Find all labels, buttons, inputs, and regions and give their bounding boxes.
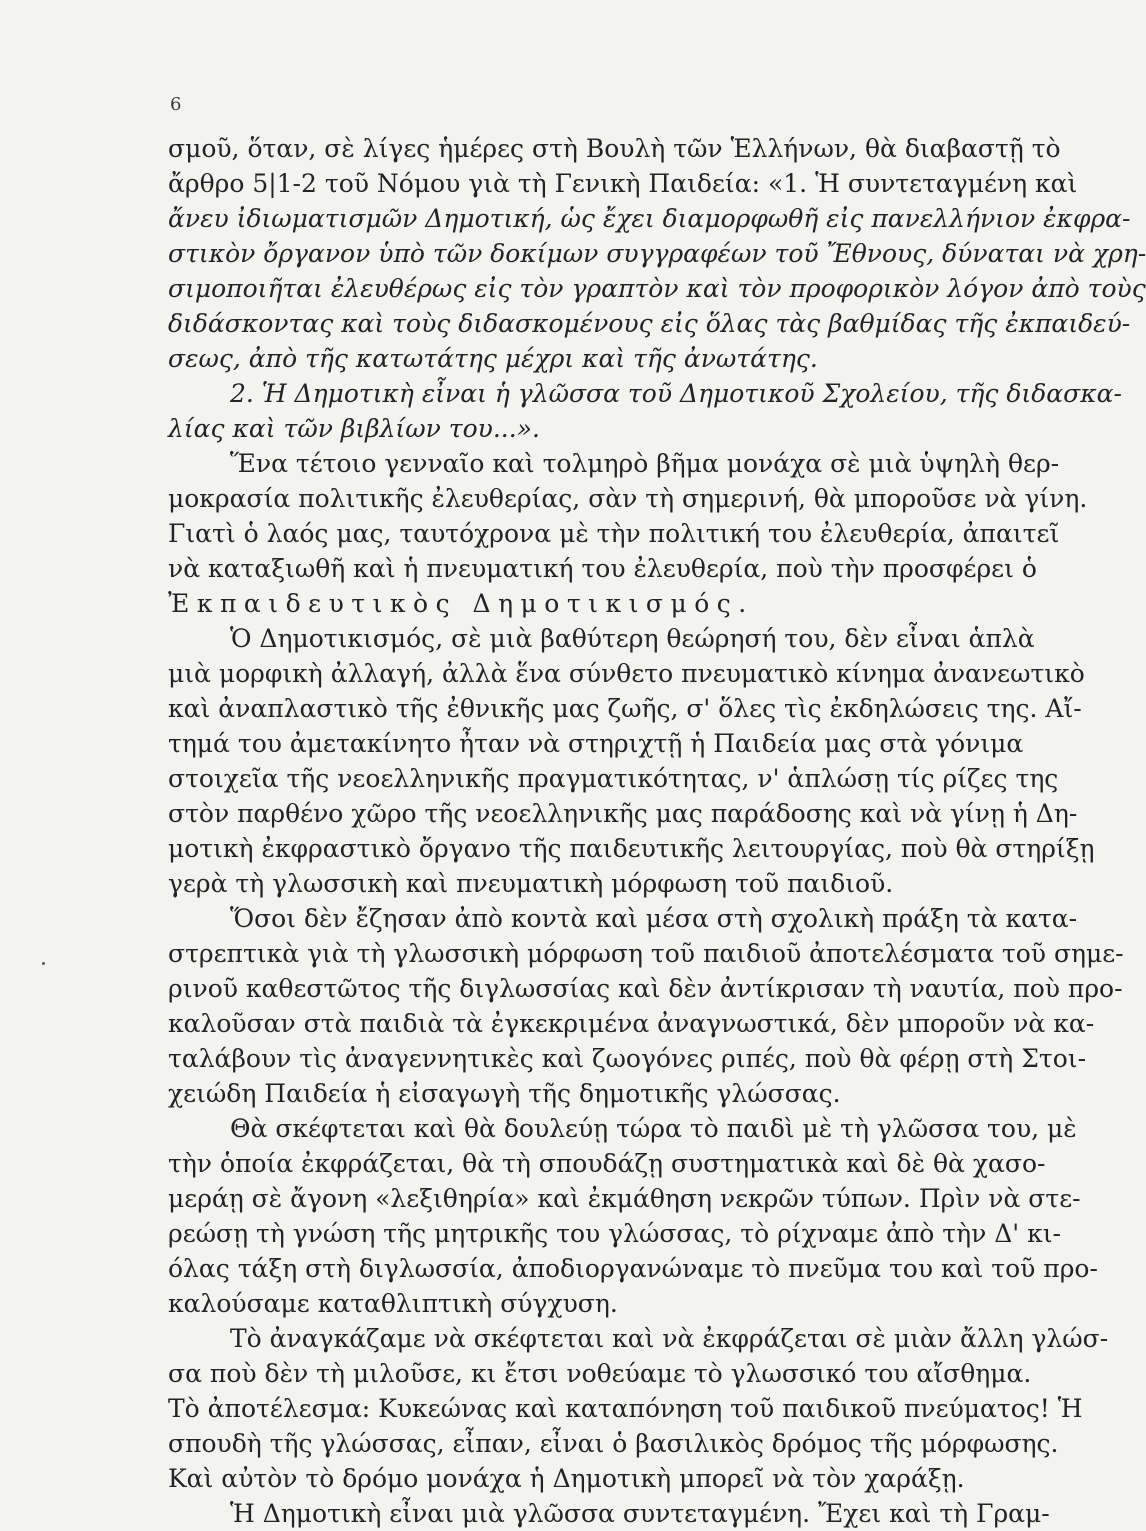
text-line: λίας καὶ τῶν βιβλίων του...». bbox=[168, 414, 540, 443]
text-line: ρινοῦ καθεστῶτος τῆς διγλωσσίας καὶ δὲν ἀντίκρισαν τὴ ναυτία, ποὺ προ- bbox=[168, 974, 1123, 1003]
text-line: μιὰ μορφικὴ ἀλλαγή, ἀλλὰ ἕνα σύνθετο πνευματικὸ κίνημα ἀνανεωτικὸ bbox=[168, 659, 1085, 688]
text-line: σιμοποιῆται ἐλευθέρως εἰς τὸν γραπτὸν καὶ τὸν προφορικὸν λόγον ἀπὸ τοὺς bbox=[168, 274, 1146, 303]
text-line: στὸν παρθένο χῶρο τῆς νεοελληνικῆς μας παράδοσης καὶ νὰ γίνῃ ἡ Δη- bbox=[168, 799, 1078, 828]
text-line: καλούσαμε καταθλιπτικὴ σύγχυση. bbox=[168, 1289, 618, 1318]
text-line: όλας τάξη στὴ διγλωσσία, ἀποδιοργανώναμε τὸ πνεῦμα του καὶ τοῦ προ- bbox=[168, 1254, 1098, 1283]
body-text bbox=[168, 131, 1146, 1531]
text-line: Θὰ σκέφτεται καὶ θὰ δουλεύῃ τώρα τὸ παιδὶ μὲ τὴ γλῶσσα του, μὲ bbox=[230, 1114, 1077, 1143]
text-line: ἄνευ ἰδιωματισμῶν Δημοτική, ὡς ἔχει διαμορφωθῆ εἰς πανελλήνιον ἐκφρα- bbox=[168, 204, 1131, 233]
page-number: 6 bbox=[170, 94, 182, 115]
text-line: Ὁ Δημοτικισμός, σὲ μιὰ βαθύτερη θεώρησή του, δὲν εἶναι ἁπλὰ bbox=[230, 624, 1035, 653]
text-line: σα ποὺ δὲν τὴ μιλοῦσε, κι ἔτσι νοθεύαμε τὸ γλωσσικό του αἴσθημα. bbox=[168, 1359, 1032, 1388]
text-line: σεως, ἀπὸ τῆς κατωτάτης μέχρι καὶ τῆς ἀνωτάτης. bbox=[168, 344, 818, 373]
text-line: γερὰ τὴ γλωσσικὴ καὶ πνευματικὴ μόρφωση τοῦ παιδιοῦ. bbox=[168, 869, 894, 898]
text-line: σμοῦ, ὅταν, σὲ λίγες ἡμέρες στὴ Βουλὴ τῶν Ἑλλήνων, θὰ διαβαστῇ τὸ bbox=[168, 134, 1061, 163]
text-line: τὴν ὁποία ἐκφράζεται, θὰ τὴ σπουδάζῃ συστηματικὰ καὶ δὲ θὰ χασο- bbox=[168, 1149, 1046, 1178]
text-line: Ἕνα τέτοιο γενναῖο καὶ τολμηρὸ βῆμα μονάχα σὲ μιὰ ὑψηλὴ θερ- bbox=[230, 449, 1060, 478]
text-line: ἄρθρο 5|1-2 τοῦ Νόμου γιὰ τὴ Γενικὴ Παιδεία: «1. Ἡ συντεταγμένη καὶ bbox=[168, 169, 1078, 198]
text-line: καὶ ἀναπλαστικὸ τῆς ἐθνικῆς μας ζωῆς, σ' ὅλες τὶς ἐκδηλώσεις της. Αἴ- bbox=[168, 694, 1082, 723]
text-line: Τὸ ἀναγκάζαμε νὰ σκέφτεται καὶ νὰ ἐκφράζεται σὲ μιὰν ἄλλη γλώσ- bbox=[230, 1324, 1109, 1353]
text-line: καλοῦσαν στὰ παιδιὰ τὰ ἐγκεκριμένα ἀναγνωστικά, δὲν μποροῦν νὰ κα- bbox=[168, 1009, 1095, 1038]
text-line: Τὸ ἀποτέλεσμα: Κυκεώνας καὶ καταπόνηση τοῦ παιδικοῦ πνεύματος! Ἡ bbox=[168, 1394, 1083, 1423]
text-line: στοιχεῖα τῆς νεοελληνικῆς πραγματικότητας, ν' ἁπλώσῃ τίς ρίζες της bbox=[168, 764, 1059, 793]
text-line: μοκρασία πολιτικῆς ἐλευθερίας, σὰν τὴ σημερινή, θὰ μποροῦσε νὰ γίνη. bbox=[168, 484, 1088, 513]
text-line: στικὸν ὄργανον ὑπὸ τῶν δοκίμων συγγραφέων τοῦ Ἔθνους, δύναται νὰ χρη- bbox=[168, 239, 1146, 268]
text-line: τημά του ἀμετακίνητο ἦταν νὰ στηριχτῇ ἡ Παιδεία μας στὰ γόνιμα bbox=[168, 729, 1024, 758]
text-line: μεράῃ σὲ ἄγονη «λεξιθηρία» καὶ ἐκμάθηση νεκρῶν τύπων. Πρὶν νὰ στε- bbox=[168, 1184, 1081, 1213]
text-line: νὰ καταξιωθῆ καὶ ἡ πνευματική του ἐλευθερία, ποὺ τὴν προσφέρει ὁ bbox=[168, 554, 1037, 583]
text-line: χειώδη Παιδεία ἡ εἰσαγωγὴ τῆς δημοτικῆς γλώσσας. bbox=[168, 1079, 841, 1108]
text-line: ρεώσῃ τὴ γνώση τῆς μητρικῆς του γλώσσας, τὸ ρίχναμε ἀπὸ τὴν Δ' κι- bbox=[168, 1219, 1061, 1248]
text-line: διδάσκοντας καὶ τοὺς διδασκομένους εἰς ὅλας τὰς βαθμίδας τῆς ἐκπαιδεύ- bbox=[168, 309, 1131, 338]
text-line: Γιατὶ ὁ λαός μας, ταυτόχρονα μὲ τὴν πολιτική του ἐλευθερία, ἀπαιτεῖ bbox=[168, 519, 1060, 548]
text-line: στρεπτικὰ γιὰ τὴ γλωσσικὴ μόρφωση τοῦ παιδιοῦ ἀποτελέσματα τοῦ σημε- bbox=[168, 939, 1124, 968]
text-line: Καὶ αὐτὸν τὸ δρόμο μονάχα ἡ Δημοτικὴ μπορεῖ νὰ τὸν χαράξῃ. bbox=[168, 1464, 965, 1493]
text-line: Ἐκπαιδευτικὸς Δημοτικισμός. bbox=[168, 589, 754, 618]
text-line: σπουδὴ τῆς γλώσσας, εἶπαν, εἶναι ὁ βασιλικὸς δρόμος τῆς μόρφωσης. bbox=[168, 1429, 1059, 1458]
scan-speck bbox=[42, 962, 45, 965]
text-line: 2. Ἡ Δημοτικὴ εἶναι ἡ γλῶσσα τοῦ Δημοτικοῦ Σχολείου, τῆς διδασκα- bbox=[230, 379, 1122, 408]
text-line: Ἡ Δημοτικὴ εἶναι μιὰ γλῶσσα συντεταγμένη. Ἔχει καὶ τὴ Γραμ- bbox=[230, 1499, 1050, 1528]
text-line: Ὅσοι δὲν ἔζησαν ἀπὸ κοντὰ καὶ μέσα στὴ σχολικὴ πράξη τὰ κατα- bbox=[230, 904, 1078, 933]
text-line: μοτικὴ ἐκφραστικὸ ὄργανο τῆς παιδευτικῆς λειτουργίας, ποὺ θὰ στηρίξῃ bbox=[168, 834, 1095, 863]
text-line: ταλάβουν τὶς ἀναγεννητικὲς καὶ ζωογόνες ριπές, ποὺ θὰ φέρῃ στὴ Στοι- bbox=[168, 1044, 1087, 1073]
